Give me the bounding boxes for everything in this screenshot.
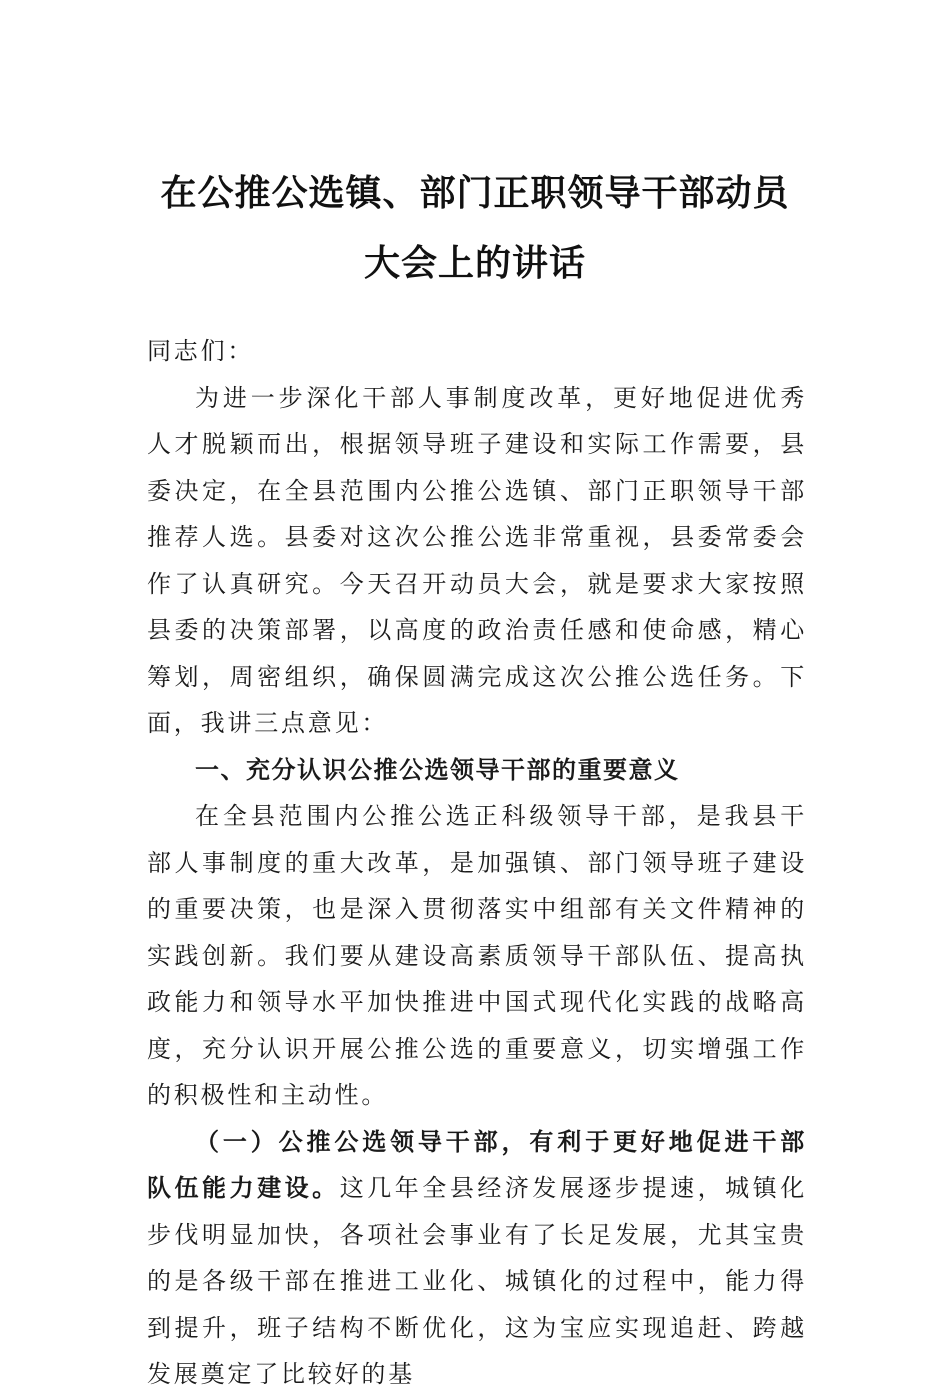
salutation: 同志们： — [147, 337, 255, 365]
subsection-one-lead: （一）公推公选领导干部，有利于更好地促进干部队伍能力建设。 — [147, 1127, 807, 1202]
subsection-one-text: 这几年全县经济发展逐步提速，城镇化步伐明显加快，各项社会事业有了长足发展，尤其宝贵的是各级干部在推进工业化、城镇化的过程中，能力得到提升，班子结构不断优化，这为宝应实现追赶、跨越发展奠定了比较好的基 — [147, 1174, 807, 1388]
subsection-one-paragraph — [147, 1119, 807, 1398]
section-one-paragraph: 在全县范围内公推公选正科级领导干部，是我县干部人事制度的重大改革，是加强镇、部门领导班子建设的重要决策，也是深入贯彻落实中组部有关文件精神的实践创新。我们要从建设高素质领导干部队伍、提高执政能力和领导水平加快推进中国式现代化实践的战略高度，充分认识开展公推公选的重要意义，切实增强工作的积极性和主动性。 — [147, 802, 807, 1109]
document-title: 在公推公选镇、部门正职领导干部动员大会上的讲话 — [160, 172, 790, 284]
section-one-heading: 一、充分认识公推公选领导干部的重要意义 — [195, 755, 680, 784]
document-body — [147, 328, 807, 1398]
intro-paragraph: 为进一步深化干部人事制度改革，更好地促进优秀人才脱颖而出，根据领导班子建设和实际工作需要，县委决定，在全县范围内公推公选镇、部门正职领导干部推荐人选。县委对这次公推公选非常重视，县委常委会作了认真研究。今天召开动员大会，就是要求大家按照县委的决策部署，以高度的政治责任感和使命感，精心筹划，周密组织，确保圆满完成这次公推公选任务。下面，我讲三点意见： — [147, 383, 807, 737]
